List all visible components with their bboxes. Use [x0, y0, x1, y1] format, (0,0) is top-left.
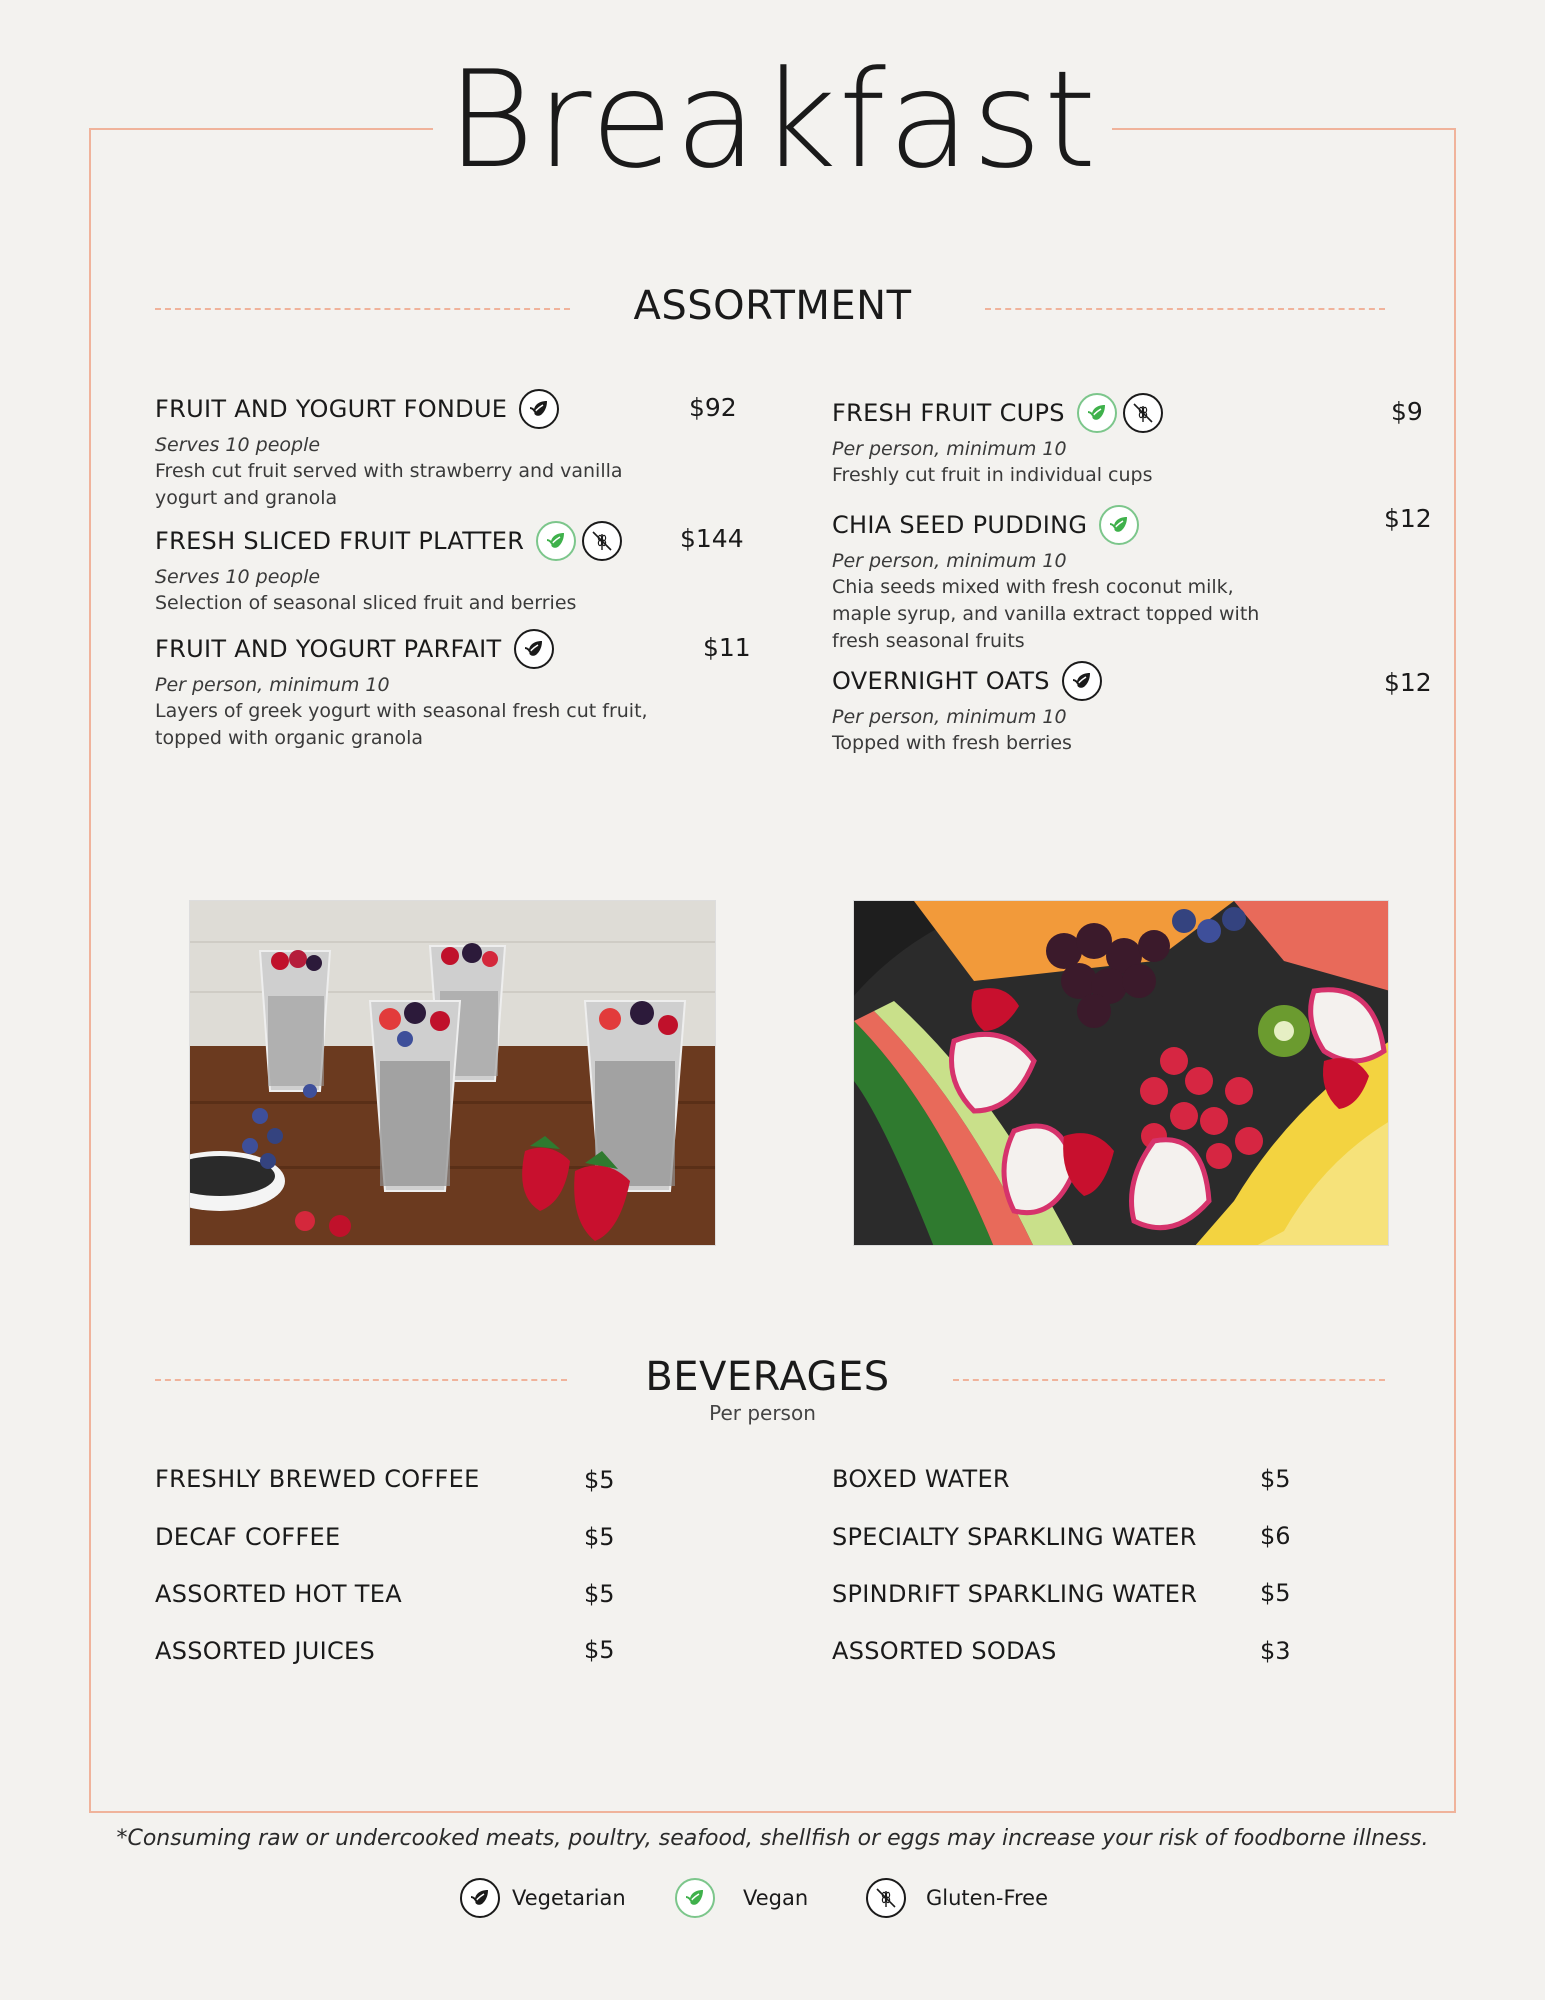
item-description: Selection of seasonal sliced fruit and berries [155, 592, 577, 614]
item-name: CHIA SEED PUDDING [832, 511, 1088, 539]
item-serving: Per person, minimum 10 [832, 706, 1067, 728]
legend-label: Vegetarian [512, 1886, 626, 1910]
vegan-icon [675, 1878, 715, 1918]
menu-item [832, 390, 1432, 489]
beverage-price: $5 [584, 1523, 615, 1551]
item-serving: Per person, minimum 10 [155, 674, 390, 696]
fruit-platter-photo [853, 900, 1389, 1246]
menu-item [155, 626, 755, 752]
item-price: $12 [1384, 504, 1432, 533]
page-title: Breakfast [433, 40, 1112, 200]
item-description: Layers of greek yogurt with seasonal fresh cut fruit, topped with organic granola [155, 700, 648, 749]
legend-vegetarian [460, 1876, 626, 1920]
item-name: OVERNIGHT OATS [832, 667, 1050, 695]
menu-item [155, 518, 755, 617]
beverage-price: $6 [1260, 1522, 1291, 1550]
section-divider [155, 308, 570, 310]
beverage-name: ASSORTED JUICES [155, 1637, 376, 1665]
item-price: $144 [680, 524, 744, 553]
section-divider [953, 1379, 1385, 1381]
legend-label: Gluten-Free [926, 1886, 1049, 1910]
chia-pudding-cups-photo [189, 900, 716, 1246]
item-serving: Per person, minimum 10 [832, 550, 1067, 572]
legend-vegan [675, 1876, 808, 1920]
item-serving: Per person, minimum 10 [832, 438, 1067, 460]
beverages-heading: BEVERAGES [645, 1354, 890, 1400]
beverages-subheading: Per person [709, 1401, 816, 1425]
item-description: Topped with fresh berries [832, 732, 1072, 754]
beverage-price: $5 [1260, 1465, 1291, 1493]
food-safety-note: *Consuming raw or undercooked meats, poultry, seafood, shellfish or eggs may increase your risk of foodborne illness. [116, 1826, 1429, 1851]
vegan-icon [536, 521, 576, 561]
menu-item [155, 386, 755, 512]
item-name: FRESH FRUIT CUPS [832, 399, 1065, 427]
legend-gluten-free [866, 1876, 1048, 1920]
item-name: FRUIT AND YOGURT PARFAIT [155, 635, 502, 663]
item-name: FRUIT AND YOGURT FONDUE [155, 395, 508, 423]
item-price: $9 [1391, 397, 1423, 426]
item-description: Chia seeds mixed with fresh coconut milk, maple syrup, and vanilla extract topped with fresh seasonal fruits [832, 576, 1260, 652]
gluten-free-icon [1123, 393, 1163, 433]
vegetarian-icon [519, 389, 559, 429]
beverage-price: $3 [1260, 1637, 1291, 1665]
vegetarian-icon [1062, 661, 1102, 701]
beverage-name: SPECIALTY SPARKLING WATER [832, 1523, 1197, 1551]
section-divider [155, 1379, 567, 1381]
section-divider [985, 308, 1385, 310]
item-description: Fresh cut fruit served with strawberry and vanilla yogurt and granola [155, 460, 623, 509]
beverage-price: $5 [584, 1636, 615, 1664]
item-price: $12 [1384, 668, 1432, 697]
beverage-name: ASSORTED HOT TEA [155, 1580, 402, 1608]
beverage-price: $5 [1260, 1579, 1291, 1607]
item-price: $92 [689, 393, 737, 422]
beverage-name: DECAF COFFEE [155, 1523, 341, 1551]
item-name: FRESH SLICED FRUIT PLATTER [155, 527, 525, 555]
vegetarian-icon [460, 1878, 500, 1918]
vegan-icon [1099, 505, 1139, 545]
gluten-free-icon [582, 521, 622, 561]
vegan-icon [1077, 393, 1117, 433]
beverage-name: BOXED WATER [832, 1465, 1010, 1493]
assortment-heading: ASSORTMENT [633, 283, 912, 329]
beverage-name: SPINDRIFT SPARKLING WATER [832, 1580, 1198, 1608]
item-price: $11 [703, 633, 751, 662]
beverage-name: FRESHLY BREWED COFFEE [155, 1465, 480, 1493]
vegetarian-icon [514, 629, 554, 669]
beverage-price: $5 [584, 1580, 615, 1608]
item-serving: Serves 10 people [155, 566, 321, 588]
item-description: Freshly cut fruit in individual cups [832, 464, 1153, 486]
beverage-price: $5 [584, 1466, 615, 1494]
legend-label: Vegan [743, 1886, 809, 1910]
beverage-name: ASSORTED SODAS [832, 1637, 1057, 1665]
menu-item [832, 658, 1432, 757]
menu-item [832, 502, 1432, 655]
gluten-free-icon [866, 1878, 906, 1918]
item-serving: Serves 10 people [155, 434, 321, 456]
